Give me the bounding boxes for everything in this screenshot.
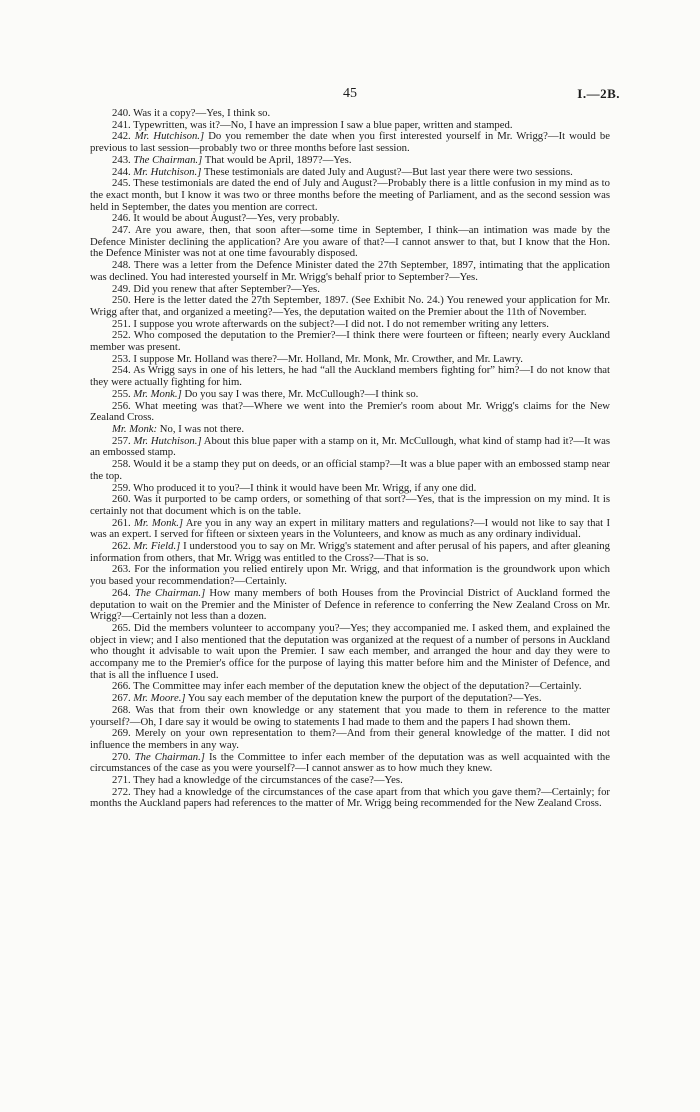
paragraph-text: Is the Committee to infer each member of the deputation was as well acquainted with the circumstances of the case as you were yourself?—I cannot answer as to how much they knew.	[90, 750, 610, 775]
paragraph	[90, 330, 610, 353]
paragraph	[90, 518, 610, 541]
paragraph	[90, 131, 610, 154]
question-number: 257.	[112, 434, 134, 447]
paragraph	[90, 459, 610, 482]
paragraph	[90, 494, 610, 517]
paragraph-text: 248. There was a letter from the Defence Minister dated the 27th September, 1897, intimating that the application was declined. You had interested yourself in Mr. Wrigg's behalf prior to September?—Yes.	[90, 259, 610, 283]
paragraph-text: 266. The Committee may infer each member of the deputation knew the object of the deputation?—Certainly.	[112, 680, 582, 693]
paragraph	[90, 178, 610, 213]
question-number: 244.	[112, 165, 134, 178]
speaker-name: Mr. Monk.]	[134, 516, 184, 529]
paragraph-text: Are you in any way an expert in military matters and regulations?—I would not like to say that I was an expert. I served for fifteen or sixteen years in the Volunteers, and know as much as any ordinary individual.	[90, 516, 611, 541]
question-number: 242.	[112, 130, 135, 143]
paragraph-text: 265. Did the members volunteer to accompany you?—Yes; they accompanied me. I asked them, and explained the object in view; and I also mentioned that the deputation was organized at the request of a number of persons in Auckland who thought it advisable to wait upon the Premier. I saw each member, and arranged the hour and day they were to accompany me to the Premier's office for the purpose of laying this matter before him and the Minister of Defence, and that is all the influence I used.	[90, 621, 610, 681]
speaker-name: Mr. Monk:	[112, 422, 158, 435]
paragraph-text: That would be April, 1897?—Yes.	[202, 153, 352, 166]
paragraph	[90, 787, 610, 810]
question-number: 243.	[112, 153, 134, 166]
paragraph	[90, 705, 610, 728]
paragraph-text: 253. I suppose Mr. Holland was there?—Mr. Holland, Mr. Monk, Mr. Crowther, and Mr. Lawry.	[112, 352, 523, 365]
paragraph-text: 252. Who composed the deputation to the Premier?—I think there were fourteen or fifteen; nearly every Auckland member was present.	[90, 329, 610, 354]
paragraph-text: 254. As Wrigg says in one of his letters, he had “all the Auckland members fighting for” him?—I do not know that they were actually fighting for him.	[90, 364, 610, 389]
question-number: 264.	[112, 586, 135, 599]
paragraph	[90, 365, 610, 388]
paragraph-text: You say each member of the deputation knew the purport of the deputation?—Yes.	[185, 692, 542, 705]
paragraph	[90, 564, 610, 587]
evidence-body	[90, 108, 610, 810]
speaker-name: Mr. Hutchison.]	[134, 130, 205, 143]
paragraph-text: 250. Here is the letter dated the 27th September, 1897. (See Exhibit No. 24.) You renewed your application for Mr. Wrigg after that, and organized a meeting?—Yes, the deputation waited on the Premier about the 11th of November.	[90, 294, 610, 318]
paragraph-text: 268. Was that from their own knowledge or any statement that you made to them in reference to the matter yourself?—Oh, I dare say it would be owing to statements I had made to them and the papers I had shown them.	[90, 703, 610, 728]
paragraph-text: These testimonials are dated July and August?—But last year there were two sessions.	[201, 165, 573, 178]
paragraph	[90, 752, 610, 775]
paragraph	[90, 401, 610, 424]
paragraph-text: 269. Merely on your own representation to them?—And from their general knowledge of the matter. I did not influence the members in any way.	[90, 727, 610, 751]
paragraph-text: 245. These testimonials are dated the end of July and August?—Probably there is a little confusion in my mind as to the exact month, but I know it was two or three months before the meeting of Parliament, and as the second session was held in September, the dates you mention are correct.	[90, 177, 610, 213]
question-number: 255.	[112, 387, 134, 400]
paragraph-text: 240. Was it a copy?—Yes, I think so.	[112, 107, 271, 119]
speaker-name: Mr. Hutchison.]	[133, 434, 202, 447]
question-number: 270.	[112, 750, 135, 763]
paragraph-text: 246. It would be about August?—Yes, very probably.	[112, 212, 340, 225]
speaker-name: Mr. Field.]	[133, 540, 181, 553]
paragraph-text: 259. Who produced it to you?—I think it would have been Mr. Wrigg, if any one did.	[112, 481, 477, 494]
paragraph-text: 256. What meeting was that?—Where we went into the Premier's room about Mr. Wrigg's claims for the New Zealand Cross.	[90, 399, 610, 424]
paragraph	[90, 623, 610, 682]
paragraph	[90, 436, 610, 459]
speaker-name: Mr. Moore.]	[133, 692, 186, 705]
paragraph-text: 241. Typewritten, was it?—No, I have an impression I saw a blue paper, written and stamped.	[112, 118, 513, 131]
speaker-name: The Chairman.]	[134, 586, 206, 599]
paragraph	[90, 728, 610, 751]
speaker-name: Mr. Hutchison.]	[133, 165, 202, 178]
speaker-name: Mr. Monk.]	[133, 387, 182, 400]
paragraph-text: 260. Was it purported to be camp orders, or something of that sort?—Yes, that is the impression on my mind. It is certainly not that document which is on the table.	[90, 493, 610, 517]
question-number: 261.	[112, 516, 135, 529]
paragraph-text: 272. They had a knowledge of the circumstances of the case apart from that which you gave them?—Certainly; for months the Auckland papers had references to the matter of Mr. Wrigg being recommended for the New Zealand Cross.	[90, 785, 610, 810]
paragraph-text: Do you remember the date when you first interested yourself in Mr. Wrigg?—It would be previous to last session—probably two or three months before last session.	[90, 130, 611, 155]
question-number: 262.	[112, 540, 134, 553]
paragraph	[90, 225, 610, 260]
paragraph-text: How many members of both Houses from the Provincial District of Auckland formed the deputation to wait on the Premier and the Minister of Defence in reference to conferring the New Zealand Cross on Mr. Wrigg?—Certainly not less than a dozen.	[90, 586, 611, 623]
paragraph-text: No, I was not there.	[157, 422, 245, 435]
paragraph-text: 251. I suppose you wrote afterwards on the subject?—I did not. I do not remember writing any letters.	[112, 317, 549, 330]
speaker-name: The Chairman.]	[133, 153, 203, 166]
page-number: 45	[343, 86, 357, 101]
paragraph	[90, 588, 610, 623]
question-number: 267.	[112, 692, 134, 705]
paragraph-text: I understood you to say on Mr. Wrigg's statement and after perusal of his papers, and after gleaning information from others, that Mr. Wrigg was entitled to the Cross?—That is so.	[90, 540, 610, 564]
paragraph-text: 249. Did you renew that after September?—Yes.	[112, 282, 320, 295]
paragraph-text: 258. Would it be a stamp they put on deeds, or an official stamp?—It was a blue paper with an embossed stamp near the top.	[90, 458, 610, 482]
speaker-name: The Chairman.]	[134, 750, 205, 763]
paragraph	[90, 260, 610, 283]
paragraph-text: 271. They had a knowledge of the circumstances of the case?—Yes.	[112, 774, 403, 787]
paragraph-text: 263. For the information you relied entirely upon Mr. Wrigg, and that information is the groundwork upon which you based your recommendation?—Certainly.	[90, 563, 610, 588]
paragraph	[90, 295, 610, 318]
paragraph-text: 247. Are you aware, then, that soon after—some time in September, I think—an intimation was made by the Defence Minister declining the application? Are you aware of that?—I cannot answer to that, but I know that the Hon. the Defence Minister was not at one time favourably disposed.	[90, 224, 610, 260]
document-reference: I.—2B.	[577, 86, 620, 101]
paragraph	[90, 541, 610, 564]
paragraph-text: About this blue paper with a stamp on it, Mr. McCullough, what kind of stamp had it?—It was an embossed stamp.	[90, 434, 611, 459]
paragraph-text: Do you say I was there, Mr. McCullough?—I think so.	[181, 387, 419, 400]
